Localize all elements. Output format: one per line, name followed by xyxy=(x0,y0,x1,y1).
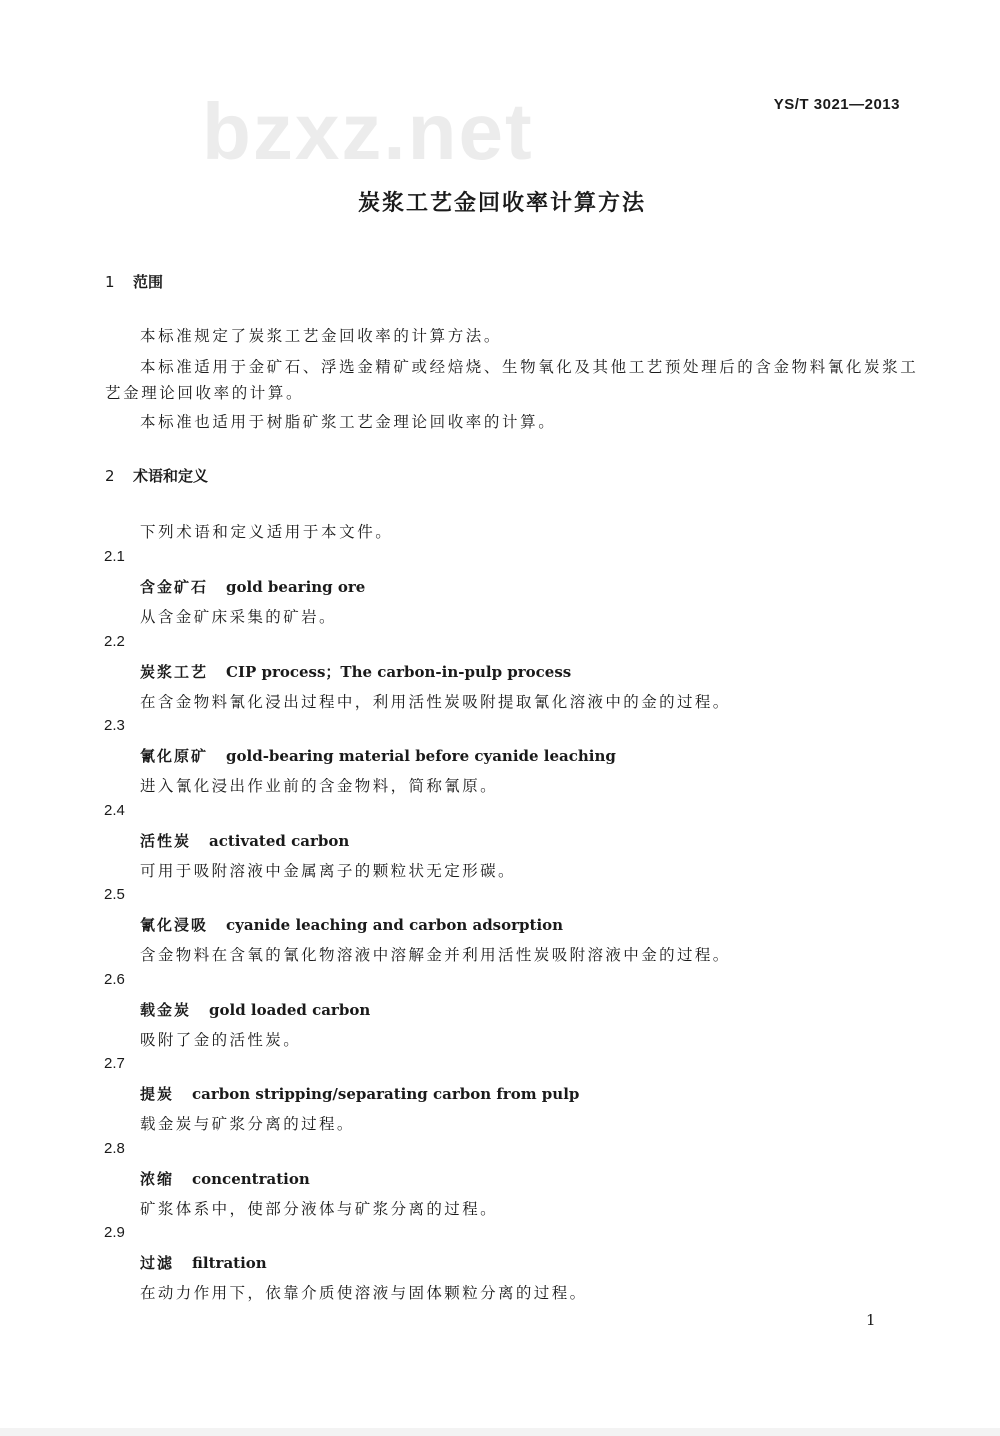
term-definition: 可用于吸附溶液中金属离子的颗粒状无定形碳。 xyxy=(140,861,516,880)
term-english: activated carbon xyxy=(209,831,350,850)
paragraph: 本标准也适用于树脂矿浆工艺金理论回收率的计算。 xyxy=(140,413,557,431)
term-entry xyxy=(140,1168,310,1189)
clause-number: 2.1 xyxy=(104,548,125,565)
clause-number: 2.9 xyxy=(104,1224,125,1241)
term-english: gold bearing ore xyxy=(226,578,366,596)
term-entry xyxy=(140,576,365,597)
section-title: 术语和定义 xyxy=(133,467,209,485)
term-entry xyxy=(140,999,370,1020)
term-chinese: 浓缩 xyxy=(140,1169,175,1188)
term-chinese: 氰化原矿 xyxy=(140,747,209,765)
clause-number: 2.2 xyxy=(104,632,125,650)
term-entry xyxy=(140,1252,267,1273)
clause-number: 2.6 xyxy=(104,970,125,988)
term-definition: 进入氰化浸出作业前的含金物料，简称氰原。 xyxy=(140,777,499,795)
term-definition: 含金物料在含氧的氰化物溶液中溶解金并利用活性炭吸附溶液中金的过程。 xyxy=(140,946,731,964)
clause-number: 2.7 xyxy=(104,1055,125,1072)
section-1-heading xyxy=(105,271,163,292)
term-entry xyxy=(140,830,349,851)
section-title: 范围 xyxy=(133,273,164,291)
term-chinese: 含金矿石 xyxy=(140,578,209,596)
paragraph: 本标准适用于金矿石、浮选金精矿或经焙烧、生物氧化及其他工艺预处理后的含金物料氰化炭浆工 xyxy=(140,358,919,376)
term-definition: 载金炭与矿浆分离的过程。 xyxy=(140,1115,355,1133)
clause-number: 2.3 xyxy=(104,717,125,734)
section-number: 2 xyxy=(105,467,115,485)
page-number: 1 xyxy=(866,1311,876,1329)
term-definition: 在含金物料氰化浸出过程中，利用活性炭吸附提取氰化溶液中的金的过程。 xyxy=(140,692,731,711)
page-bottom-edge xyxy=(0,1428,1000,1436)
section-number: 1 xyxy=(105,273,115,291)
term-entry xyxy=(140,1083,579,1104)
term-chinese: 活性炭 xyxy=(140,831,192,850)
clause-number: 2.5 xyxy=(104,886,125,903)
term-english: gold-bearing material before cyanide leaching xyxy=(226,747,616,765)
paragraph: 本标准规定了炭浆工艺金回收率的计算方法。 xyxy=(140,327,503,345)
term-english: filtration xyxy=(192,1254,267,1272)
standard-number: YS/T 3021—2013 xyxy=(773,96,900,113)
term-english: gold loaded carbon xyxy=(209,1000,371,1019)
term-english: CIP process；The carbon-in-pulp process xyxy=(226,662,572,681)
paragraph-continuation: 艺金理论回收率的计算。 xyxy=(105,384,305,402)
term-entry xyxy=(140,745,616,766)
term-english: cyanide leaching and carbon adsorption xyxy=(226,916,564,934)
clause-number: 2.8 xyxy=(104,1139,125,1157)
term-chinese: 过滤 xyxy=(140,1254,175,1272)
term-chinese: 炭浆工艺 xyxy=(140,662,209,681)
term-chinese: 氰化浸吸 xyxy=(140,916,209,934)
term-entry xyxy=(140,914,563,935)
term-chinese: 载金炭 xyxy=(140,1000,192,1019)
watermark: bzxz.net xyxy=(202,87,534,176)
term-english: carbon stripping/separating carbon from pulp xyxy=(192,1085,580,1103)
clause-number: 2.4 xyxy=(104,801,125,819)
section-2-heading xyxy=(105,465,208,486)
term-definition: 从含金矿床采集的矿岩。 xyxy=(140,608,337,626)
term-entry xyxy=(140,661,571,682)
term-definition: 矿浆体系中，使部分液体与矿浆分离的过程。 xyxy=(140,1199,499,1218)
section-intro: 下列术语和定义适用于本文件。 xyxy=(140,523,394,541)
term-definition: 在动力作用下，依靠介质使溶液与固体颗粒分离的过程。 xyxy=(140,1284,588,1302)
term-chinese: 提炭 xyxy=(140,1085,175,1103)
term-definition: 吸附了金的活性炭。 xyxy=(140,1030,302,1049)
document-title: 炭浆工艺金回收率计算方法 xyxy=(357,191,646,216)
term-english: concentration xyxy=(192,1169,310,1188)
